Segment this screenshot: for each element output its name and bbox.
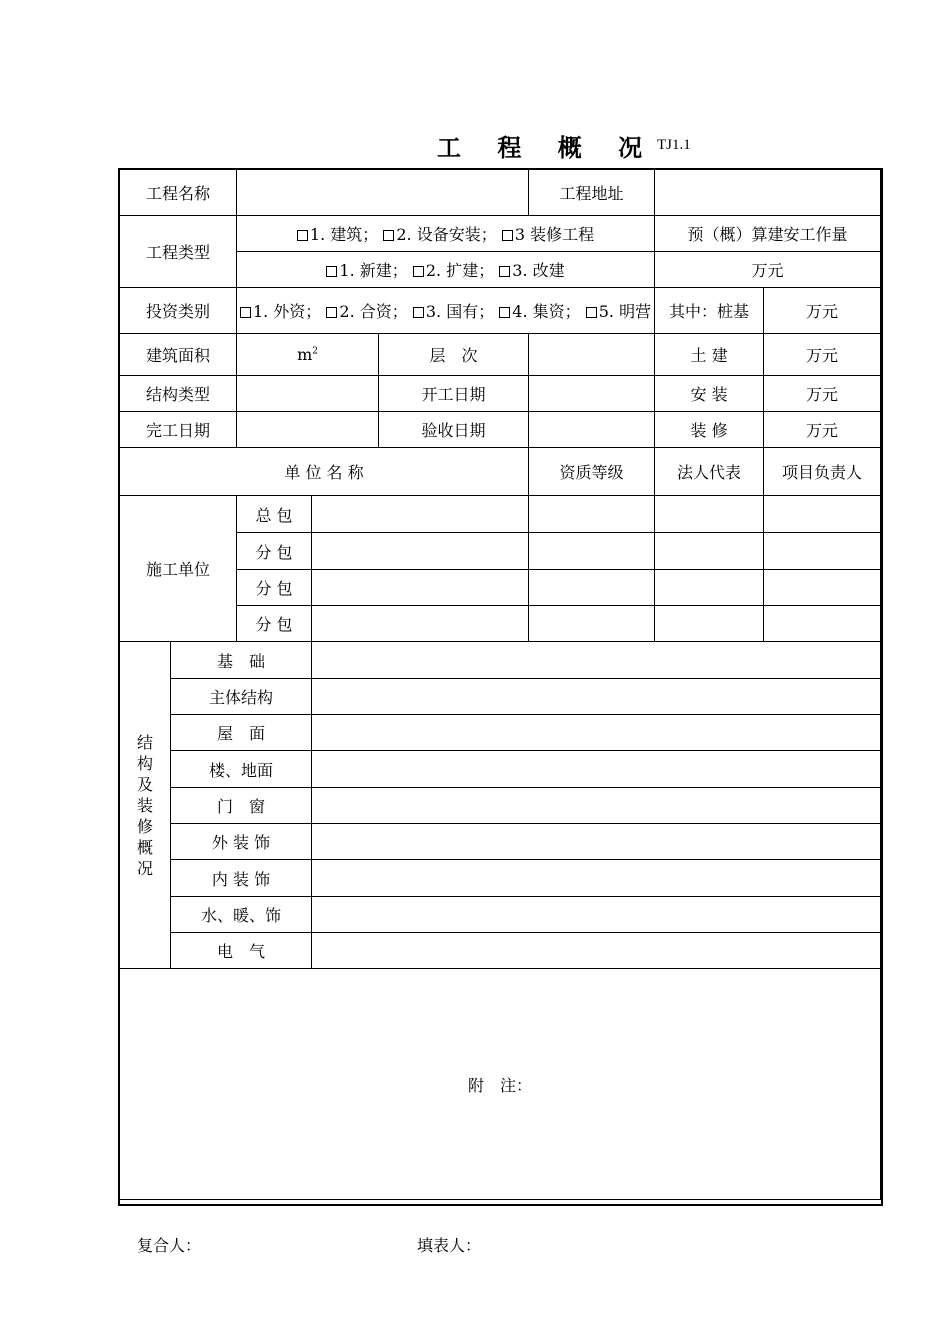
construction-unit-label: 施工单位 — [120, 496, 237, 642]
note-area[interactable] — [120, 969, 881, 1200]
project-name-field[interactable] — [237, 170, 529, 216]
row-unit-header — [120, 448, 881, 496]
structure-item-label: 外 装 饰 — [171, 824, 312, 860]
start-date-label: 开工日期 — [379, 376, 529, 412]
checkbox-state[interactable] — [413, 307, 424, 318]
legal-rep-field[interactable] — [655, 570, 764, 606]
structure-item-field[interactable] — [312, 897, 881, 933]
structure-item-field[interactable] — [312, 824, 881, 860]
unit-name-field[interactable] — [312, 570, 529, 606]
unit-name-field[interactable] — [312, 606, 529, 642]
finish-date-field[interactable] — [237, 412, 379, 448]
row-structure-item — [120, 679, 881, 715]
structure-item-label: 基 础 — [171, 642, 312, 679]
civil-label: 土 建 — [655, 334, 764, 376]
decor-label: 装 修 — [655, 412, 764, 448]
row-area — [120, 334, 881, 376]
row-structure-item — [120, 933, 881, 969]
row-structure-item — [120, 751, 881, 788]
structure-item-field[interactable] — [312, 751, 881, 788]
project-type-label: 工程类型 — [120, 216, 237, 288]
page-title: 工 程 概 况 — [437, 133, 657, 162]
project-type-options: 1. 建筑； 2. 设备安装； 3 装修工程 — [237, 216, 655, 252]
checkbox-private[interactable] — [586, 307, 597, 318]
qualification-field[interactable] — [529, 570, 655, 606]
structure-item-label: 楼、地面 — [171, 751, 312, 788]
form-code: TJ1.1 — [657, 137, 691, 153]
unit-name-field[interactable] — [312, 533, 529, 570]
investment-label: 投资类别 — [120, 288, 237, 334]
legal-rep-field[interactable] — [655, 533, 764, 570]
civil-amount[interactable]: 万元 — [764, 334, 881, 376]
note-label: 附 注： — [468, 1075, 533, 1095]
build-nature-options: 1. 新建； 2. 扩建； 3. 改建 — [237, 252, 655, 288]
unit-role: 分 包 — [237, 570, 312, 606]
reviewer-label: 复合人： — [137, 1236, 202, 1255]
structure-item-label: 电 气 — [171, 933, 312, 969]
qualification-field[interactable] — [529, 606, 655, 642]
checkbox-rebuild[interactable] — [499, 266, 510, 277]
checkbox-building[interactable] — [297, 230, 308, 241]
floors-field[interactable] — [529, 334, 655, 376]
structure-type-label: 结构类型 — [120, 376, 237, 412]
accept-date-label: 验收日期 — [379, 412, 529, 448]
pile-label: 其中：桩基 — [655, 288, 764, 334]
manager-field[interactable] — [764, 496, 881, 533]
filler-label: 填表人： — [417, 1236, 482, 1255]
row-unit-general — [120, 496, 881, 533]
structure-item-field[interactable] — [312, 715, 881, 751]
structure-item-label: 屋 面 — [171, 715, 312, 751]
row-structure-item — [120, 715, 881, 751]
area-field[interactable] — [237, 334, 379, 376]
checkbox-foreign[interactable] — [240, 307, 251, 318]
row-structure-item — [120, 824, 881, 860]
structure-item-label: 水、暖、饰 — [171, 897, 312, 933]
unit-role: 总 包 — [237, 496, 312, 533]
budget-label: 预（概）算建安工作量 — [655, 216, 881, 252]
manager-header: 项目负责人 — [764, 448, 881, 496]
structure-item-field[interactable] — [312, 642, 881, 679]
decor-amount[interactable]: 万元 — [764, 412, 881, 448]
row-structure-item — [120, 788, 881, 824]
checkbox-collective[interactable] — [499, 307, 510, 318]
install-label: 安 装 — [655, 376, 764, 412]
checkbox-expand[interactable] — [413, 266, 424, 277]
manager-field[interactable] — [764, 570, 881, 606]
structure-type-field[interactable] — [237, 376, 379, 412]
legal-rep-field[interactable] — [655, 496, 764, 533]
row-finish — [120, 412, 881, 448]
checkbox-joint[interactable] — [326, 307, 337, 318]
row-investment — [120, 288, 881, 334]
structure-item-label: 门 窗 — [171, 788, 312, 824]
project-address-field[interactable] — [655, 170, 881, 216]
row-project-name — [120, 170, 881, 216]
investment-options: 1. 外资； 2. 合资； 3. 国有； 4. 集资； 5. 明营 — [237, 288, 655, 334]
project-name-label: 工程名称 — [120, 170, 237, 216]
unit-name-field[interactable] — [312, 496, 529, 533]
structure-vertical-label: 结 构 及 装 修 概 况 — [120, 642, 171, 969]
structure-item-label: 主体结构 — [171, 679, 312, 715]
row-structure-item — [120, 642, 881, 679]
qualification-field[interactable] — [529, 533, 655, 570]
qualification-header: 资质等级 — [529, 448, 655, 496]
unit-role: 分 包 — [237, 606, 312, 642]
checkbox-new[interactable] — [326, 266, 337, 277]
row-structure-item — [120, 897, 881, 933]
legal-rep-header: 法人代表 — [655, 448, 764, 496]
unit-role: 分 包 — [237, 533, 312, 570]
pile-amount[interactable]: 万元 — [764, 288, 881, 334]
area-unit: m — [297, 345, 313, 364]
area-unit-sup: 2 — [312, 346, 318, 357]
project-address-label: 工程地址 — [529, 170, 655, 216]
checkbox-decoration[interactable] — [502, 230, 513, 241]
row-note — [120, 969, 881, 1200]
project-overview-table — [119, 169, 881, 1200]
structure-item-field[interactable] — [312, 933, 881, 969]
row-structure-item — [120, 860, 881, 897]
structure-item-field[interactable] — [312, 679, 881, 715]
floors-label: 层 次 — [379, 334, 529, 376]
row-structure — [120, 376, 881, 412]
row-project-type-1 — [120, 216, 881, 252]
legal-rep-field[interactable] — [655, 606, 764, 642]
unit-name-header: 单 位 名 称 — [120, 448, 529, 496]
structure-item-field[interactable] — [312, 788, 881, 824]
structure-item-field[interactable] — [312, 860, 881, 897]
structure-item-label: 内 装 饰 — [171, 860, 312, 897]
budget-unit: 万元 — [655, 252, 881, 288]
manager-field[interactable] — [764, 533, 881, 570]
finish-date-label: 完工日期 — [120, 412, 237, 448]
area-label: 建筑面积 — [120, 334, 237, 376]
qualification-field[interactable] — [529, 496, 655, 533]
checkbox-equipment[interactable] — [383, 230, 394, 241]
manager-field[interactable] — [764, 606, 881, 642]
accept-date-field[interactable] — [529, 412, 655, 448]
start-date-field[interactable] — [529, 376, 655, 412]
install-amount[interactable]: 万元 — [764, 376, 881, 412]
